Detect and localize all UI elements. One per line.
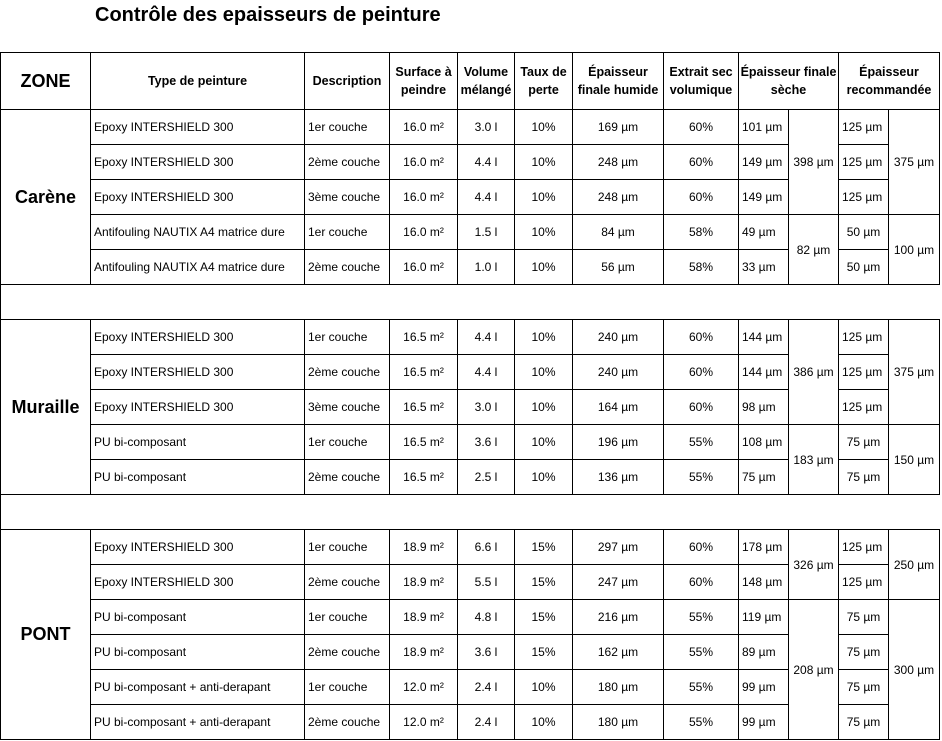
- cell-description: 2ème couche: [305, 705, 390, 740]
- cell-humide: 84 µm: [573, 215, 664, 250]
- cell-seche: 98 µm: [739, 390, 789, 425]
- cell-recommandee: 125 µm: [839, 180, 889, 215]
- cell-recommandee: 125 µm: [839, 390, 889, 425]
- cell-type: Epoxy INTERSHIELD 300: [91, 355, 305, 390]
- cell-total-recommandee: 375 µm: [889, 110, 940, 215]
- cell-surface: 16.0 m²: [390, 145, 458, 180]
- header-seche: Épaisseur finale sèche: [739, 53, 839, 110]
- cell-humide: 248 µm: [573, 145, 664, 180]
- cell-extrait: 60%: [664, 530, 739, 565]
- header-volume: Volume mélangé: [458, 53, 515, 110]
- cell-recommandee: 75 µm: [839, 460, 889, 495]
- table-row: [1, 110, 940, 145]
- cell-type: Epoxy INTERSHIELD 300: [91, 145, 305, 180]
- cell-humide: 164 µm: [573, 390, 664, 425]
- cell-type: PU bi-composant: [91, 600, 305, 635]
- cell-description: 2ème couche: [305, 250, 390, 285]
- cell-total-recommandee: 150 µm: [889, 425, 940, 495]
- cell-humide: 247 µm: [573, 565, 664, 600]
- cell-taux: 15%: [515, 565, 573, 600]
- cell-volume: 2.5 l: [458, 460, 515, 495]
- cell-description: 2ème couche: [305, 565, 390, 600]
- cell-type: PU bi-composant + anti-derapant: [91, 705, 305, 740]
- cell-recommandee: 50 µm: [839, 215, 889, 250]
- cell-taux: 10%: [515, 110, 573, 145]
- cell-description: 1er couche: [305, 670, 390, 705]
- cell-taux: 10%: [515, 460, 573, 495]
- cell-surface: 16.5 m²: [390, 320, 458, 355]
- cell-extrait: 60%: [664, 180, 739, 215]
- cell-description: 1er couche: [305, 215, 390, 250]
- cell-seche: 149 µm: [739, 145, 789, 180]
- header-recommandee: Épaisseur recommandée: [839, 53, 940, 110]
- cell-volume: 3.0 l: [458, 390, 515, 425]
- cell-recommandee: 50 µm: [839, 250, 889, 285]
- cell-seche: 119 µm: [739, 600, 789, 635]
- cell-seche: 144 µm: [739, 355, 789, 390]
- cell-surface: 18.9 m²: [390, 635, 458, 670]
- cell-volume: 2.4 l: [458, 670, 515, 705]
- cell-surface: 16.5 m²: [390, 355, 458, 390]
- cell-extrait: 60%: [664, 355, 739, 390]
- cell-taux: 10%: [515, 180, 573, 215]
- table-row: [1, 425, 940, 460]
- spacer-cell: [1, 285, 940, 320]
- cell-description: 2ème couche: [305, 460, 390, 495]
- cell-humide: 169 µm: [573, 110, 664, 145]
- paint-thickness-table: [0, 52, 940, 740]
- cell-description: 1er couche: [305, 600, 390, 635]
- cell-seche: 148 µm: [739, 565, 789, 600]
- cell-humide: 56 µm: [573, 250, 664, 285]
- header-surface: Surface à peindre: [390, 53, 458, 110]
- cell-type: PU bi-composant: [91, 425, 305, 460]
- cell-surface: 16.5 m²: [390, 390, 458, 425]
- cell-recommandee: 125 µm: [839, 320, 889, 355]
- cell-type: PU bi-composant: [91, 635, 305, 670]
- table-row: [1, 320, 940, 355]
- zone-label: Muraille: [1, 320, 91, 495]
- cell-surface: 16.0 m²: [390, 215, 458, 250]
- cell-humide: 297 µm: [573, 530, 664, 565]
- cell-total-seche: 183 µm: [789, 425, 839, 495]
- cell-humide: 162 µm: [573, 635, 664, 670]
- cell-total-recommandee: 100 µm: [889, 215, 940, 285]
- header-description: Description: [305, 53, 390, 110]
- cell-taux: 10%: [515, 355, 573, 390]
- cell-extrait: 55%: [664, 460, 739, 495]
- cell-seche: 49 µm: [739, 215, 789, 250]
- cell-total-seche: 386 µm: [789, 320, 839, 425]
- cell-description: 2ème couche: [305, 355, 390, 390]
- cell-surface: 18.9 m²: [390, 600, 458, 635]
- cell-taux: 10%: [515, 320, 573, 355]
- cell-total-recommandee: 375 µm: [889, 320, 940, 425]
- cell-recommandee: 75 µm: [839, 425, 889, 460]
- cell-volume: 3.6 l: [458, 425, 515, 460]
- cell-extrait: 55%: [664, 635, 739, 670]
- cell-extrait: 60%: [664, 145, 739, 180]
- cell-type: Antifouling NAUTIX A4 matrice dure: [91, 215, 305, 250]
- cell-recommandee: 75 µm: [839, 670, 889, 705]
- cell-volume: 4.4 l: [458, 180, 515, 215]
- cell-recommandee: 125 µm: [839, 355, 889, 390]
- cell-description: 1er couche: [305, 530, 390, 565]
- cell-total-seche: 82 µm: [789, 215, 839, 285]
- cell-extrait: 55%: [664, 705, 739, 740]
- cell-total-recommandee: 300 µm: [889, 600, 940, 740]
- cell-seche: 99 µm: [739, 705, 789, 740]
- cell-volume: 2.4 l: [458, 705, 515, 740]
- cell-recommandee: 125 µm: [839, 145, 889, 180]
- cell-type: Epoxy INTERSHIELD 300: [91, 110, 305, 145]
- cell-seche: 75 µm: [739, 460, 789, 495]
- cell-taux: 15%: [515, 600, 573, 635]
- cell-seche: 178 µm: [739, 530, 789, 565]
- cell-recommandee: 75 µm: [839, 635, 889, 670]
- cell-volume: 3.0 l: [458, 110, 515, 145]
- header-taux: Taux de perte: [515, 53, 573, 110]
- cell-surface: 16.0 m²: [390, 250, 458, 285]
- cell-volume: 5.5 l: [458, 565, 515, 600]
- cell-description: 1er couche: [305, 320, 390, 355]
- cell-surface: 12.0 m²: [390, 705, 458, 740]
- table-row: [1, 600, 940, 635]
- cell-volume: 4.8 l: [458, 600, 515, 635]
- cell-volume: 3.6 l: [458, 635, 515, 670]
- cell-description: 2ème couche: [305, 635, 390, 670]
- cell-extrait: 55%: [664, 425, 739, 460]
- cell-humide: 216 µm: [573, 600, 664, 635]
- cell-seche: 149 µm: [739, 180, 789, 215]
- header-humide: Épaisseur finale humide: [573, 53, 664, 110]
- cell-seche: 144 µm: [739, 320, 789, 355]
- cell-description: 2ème couche: [305, 145, 390, 180]
- spacer-cell: [1, 495, 940, 530]
- cell-surface: 18.9 m²: [390, 530, 458, 565]
- cell-volume: 1.0 l: [458, 250, 515, 285]
- cell-total-seche: 398 µm: [789, 110, 839, 215]
- cell-surface: 18.9 m²: [390, 565, 458, 600]
- cell-type: PU bi-composant: [91, 460, 305, 495]
- cell-surface: 16.5 m²: [390, 425, 458, 460]
- cell-surface: 16.0 m²: [390, 110, 458, 145]
- spacer-row: [1, 285, 940, 320]
- cell-total-seche: 208 µm: [789, 600, 839, 740]
- table-row: [1, 215, 940, 250]
- cell-surface: 16.0 m²: [390, 180, 458, 215]
- cell-extrait: 55%: [664, 600, 739, 635]
- cell-extrait: 58%: [664, 250, 739, 285]
- cell-humide: 240 µm: [573, 355, 664, 390]
- cell-seche: 108 µm: [739, 425, 789, 460]
- spacer-row: [1, 495, 940, 530]
- cell-type: Antifouling NAUTIX A4 matrice dure: [91, 250, 305, 285]
- cell-type: Epoxy INTERSHIELD 300: [91, 565, 305, 600]
- cell-humide: 196 µm: [573, 425, 664, 460]
- header-row: [1, 53, 940, 110]
- cell-extrait: 60%: [664, 320, 739, 355]
- zone-label: Carène: [1, 110, 91, 285]
- cell-humide: 136 µm: [573, 460, 664, 495]
- cell-extrait: 55%: [664, 670, 739, 705]
- cell-extrait: 60%: [664, 565, 739, 600]
- cell-total-recommandee: 250 µm: [889, 530, 940, 600]
- cell-extrait: 60%: [664, 110, 739, 145]
- cell-taux: 10%: [515, 390, 573, 425]
- cell-volume: 4.4 l: [458, 145, 515, 180]
- cell-description: 1er couche: [305, 110, 390, 145]
- cell-taux: 15%: [515, 635, 573, 670]
- cell-type: Epoxy INTERSHIELD 300: [91, 390, 305, 425]
- zone-label: PONT: [1, 530, 91, 740]
- cell-recommandee: 125 µm: [839, 565, 889, 600]
- cell-extrait: 60%: [664, 390, 739, 425]
- cell-volume: 4.4 l: [458, 320, 515, 355]
- header-extrait: Extrait sec volumique: [664, 53, 739, 110]
- header-zone: ZONE: [1, 53, 91, 110]
- cell-taux: 10%: [515, 215, 573, 250]
- table-row: [1, 530, 940, 565]
- cell-volume: 4.4 l: [458, 355, 515, 390]
- cell-type: Epoxy INTERSHIELD 300: [91, 320, 305, 355]
- cell-taux: 10%: [515, 145, 573, 180]
- cell-recommandee: 125 µm: [839, 530, 889, 565]
- cell-type: Epoxy INTERSHIELD 300: [91, 530, 305, 565]
- cell-seche: 33 µm: [739, 250, 789, 285]
- cell-taux: 15%: [515, 530, 573, 565]
- cell-recommandee: 125 µm: [839, 110, 889, 145]
- cell-volume: 1.5 l: [458, 215, 515, 250]
- cell-extrait: 58%: [664, 215, 739, 250]
- cell-seche: 99 µm: [739, 670, 789, 705]
- cell-humide: 240 µm: [573, 320, 664, 355]
- cell-humide: 248 µm: [573, 180, 664, 215]
- cell-description: 3ème couche: [305, 180, 390, 215]
- cell-seche: 101 µm: [739, 110, 789, 145]
- cell-taux: 10%: [515, 705, 573, 740]
- cell-description: 1er couche: [305, 425, 390, 460]
- cell-type: PU bi-composant + anti-derapant: [91, 670, 305, 705]
- cell-taux: 10%: [515, 250, 573, 285]
- header-type: Type de peinture: [91, 53, 305, 110]
- page-title: Contrôle des epaisseurs de peinture: [95, 4, 441, 26]
- cell-surface: 16.5 m²: [390, 460, 458, 495]
- cell-taux: 10%: [515, 425, 573, 460]
- cell-humide: 180 µm: [573, 705, 664, 740]
- cell-taux: 10%: [515, 670, 573, 705]
- cell-seche: 89 µm: [739, 635, 789, 670]
- cell-surface: 12.0 m²: [390, 670, 458, 705]
- cell-volume: 6.6 l: [458, 530, 515, 565]
- cell-description: 3ème couche: [305, 390, 390, 425]
- cell-recommandee: 75 µm: [839, 600, 889, 635]
- cell-type: Epoxy INTERSHIELD 300: [91, 180, 305, 215]
- cell-total-seche: 326 µm: [789, 530, 839, 600]
- cell-recommandee: 75 µm: [839, 705, 889, 740]
- cell-humide: 180 µm: [573, 670, 664, 705]
